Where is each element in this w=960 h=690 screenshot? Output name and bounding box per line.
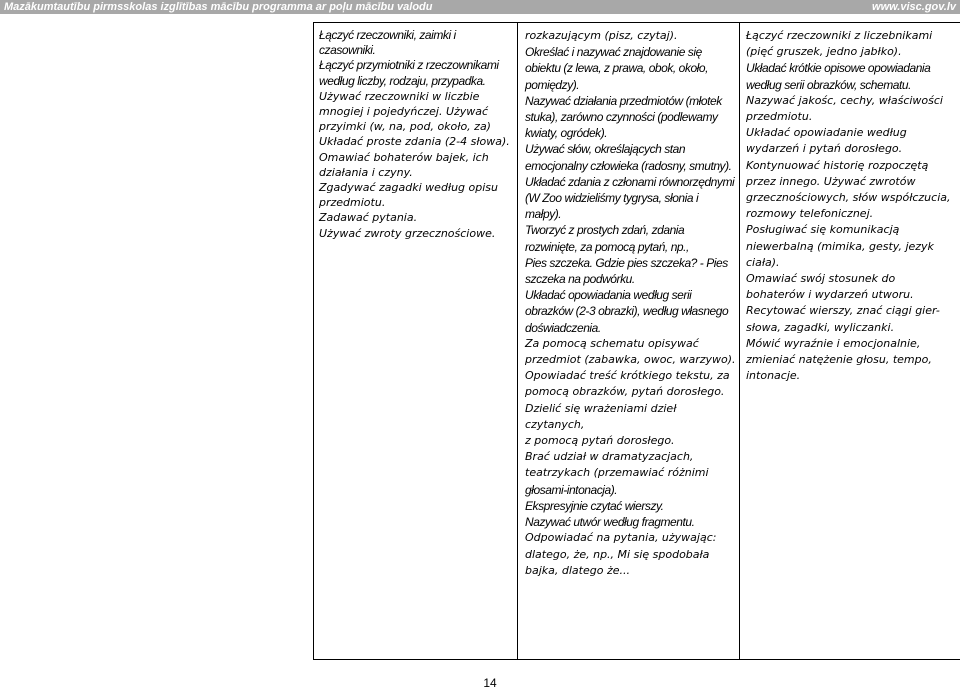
- text-line: Nazywać utwór według fragmentu.: [525, 515, 695, 530]
- text-line: rozwinięte, za pomocą pytań, np.,: [525, 239, 689, 254]
- text-line: Układać proste zdania (2-4 słowa).: [319, 135, 510, 149]
- text-line: Za pomocą schematu opisywać: [525, 336, 699, 350]
- text-line: Brać udział w dramatyzacjach,: [525, 450, 694, 464]
- text-line: przedmiotu.: [746, 110, 813, 124]
- text-line: Łączyć rzeczowniki z liczebnikami: [746, 29, 933, 42]
- text-line: rozmowy telefonicznej.: [746, 207, 874, 221]
- text-line: Zadawać pytania.: [319, 211, 418, 225]
- text-line: pomocą obrazków, pytań dorosłego.: [525, 385, 725, 399]
- page-number: 14: [483, 676, 497, 690]
- text-line: bohaterów i wydarzeń utworu.: [746, 288, 914, 302]
- text-line: emocjonalny człowieka (radosny, smutny).: [525, 158, 732, 173]
- text-line: Posługiwać się komunikacją: [746, 223, 900, 237]
- text-line: słowa, zagadki, wyliczanki.: [746, 320, 895, 334]
- text-line: Używać zwroty grzecznościowe.: [319, 226, 496, 240]
- header-title: Mazākumtautību pirmsskolas izglītības mācību programma ar poļu mācību valodu: [4, 1, 433, 13]
- text-line: według serii obrazków, schematu.: [746, 77, 912, 92]
- text-line: niewerbalną (mimika, gesty, jezyk: [746, 239, 934, 253]
- text-line: wydarzeń i pytań dorosłego.: [746, 142, 903, 156]
- table-left-border: [313, 22, 314, 660]
- text-line: głosami-intonacja).: [525, 482, 618, 497]
- text-line: Używać rzeczowniki w liczbie: [319, 89, 480, 103]
- text-line: działania i czyny.: [319, 165, 413, 179]
- text-line: Używać słów, określających stan: [525, 142, 686, 157]
- text-line: Opowiadać treść krótkiego tekstu, za: [525, 369, 730, 383]
- text-line: Ekspresyjnie czytać wierszy.: [525, 498, 664, 513]
- text-line: przedmiot (zabawka, owoc, warzywo).: [525, 353, 736, 367]
- text-line: grzecznościowych, słów współczucia,: [746, 191, 951, 205]
- text-line: zmieniać natężenie głosu, tempo,: [746, 353, 932, 367]
- text-line: Nazywać działania przedmiotów (młotek: [525, 93, 722, 108]
- text-line: Omawiać swój stosunek do: [746, 272, 896, 286]
- text-line: przyimki (w, na, pod, około, za): [319, 120, 491, 134]
- column-1: [319, 28, 511, 241]
- text-line: Dzielić się wrażeniami dzieł czytanych,: [525, 401, 677, 431]
- text-line: Układać krótkie opisowe opowiadania: [746, 61, 931, 76]
- column-divider-2: [739, 22, 740, 660]
- text-line: Nazywać jakośc, cechy, właściwości: [746, 93, 943, 107]
- text-line: przedmiotu.: [319, 196, 386, 210]
- text-line: Układać opowiadanie według: [746, 126, 907, 140]
- text-line: bajka, dlatego że...: [525, 563, 630, 577]
- text-line: (W Zoo widzieliśmy tygrysa, słonia i: [525, 191, 699, 206]
- header-url[interactable]: www.visc.gov.lv: [872, 1, 956, 13]
- text-line: Mówić wyraźnie i emocjonalnie,: [746, 336, 921, 350]
- text-line: dlatego, że, np., Mi się spodobała: [525, 547, 710, 561]
- text-line: Układać zdania z członami równorzędnymi: [525, 174, 735, 189]
- text-line: pomiędzy).: [525, 77, 580, 92]
- text-line: obiektu (z lewa, z prawa, obok, około,: [525, 61, 709, 76]
- text-line: Tworzyć z prostych zdań, zdania: [525, 223, 685, 238]
- column-3: [746, 28, 954, 384]
- text-line: szczeka na podwórku.: [525, 272, 635, 287]
- text-line: Kontynuować historię rozpoczętą: [746, 158, 929, 172]
- text-line: z pomocą pytań dorosłego.: [525, 434, 675, 448]
- text-line: intonacje.: [746, 369, 801, 383]
- text-line: kwiaty, ogródek).: [525, 126, 608, 141]
- text-line: (pięć gruszek, jedno jabłko).: [746, 45, 902, 59]
- table-bottom-border: [313, 659, 960, 660]
- text-line: Zgadywać zagadki według opisu: [319, 181, 499, 195]
- page-header: [0, 0, 960, 14]
- table-top-border: [313, 22, 960, 23]
- text-line: Recytować wierszy, znać ciągi gier-: [746, 304, 940, 318]
- text-line: stuka), zarówno czynności (podlewamy: [525, 110, 718, 125]
- text-line: teatrzykach (przemawiać różnimi: [525, 466, 709, 480]
- text-line: małpy).: [525, 207, 562, 222]
- text-line: ciała).: [746, 255, 780, 269]
- text-line: Określać i nazywać znajdowanie się: [525, 45, 702, 60]
- column-2: [525, 28, 737, 579]
- text-line: doświadczenia.: [525, 320, 601, 335]
- text-line: Układać opowiadania według serii: [525, 288, 692, 303]
- text-line: Odpowiadać na pytania, używając:: [525, 531, 717, 545]
- text-line: Pies szczeka. Gdzie pies szczeka? - Pies: [525, 255, 728, 270]
- text-line: przez innego. Używać zwrotów: [746, 174, 916, 188]
- text-line: mnogiej i pojedyńczej. Używać: [319, 105, 489, 119]
- text-line: Łączyć przymiotniki z rzeczownikami: [319, 58, 499, 73]
- text-line: rozkazującym (pisz, czytaj).: [525, 29, 678, 42]
- text-line: Łączyć rzeczowniki, zaimki i czasowniki.: [319, 28, 456, 58]
- text-line: Omawiać bohaterów bajek, ich: [319, 150, 489, 164]
- text-line: według liczby, rodzaju, przypadka.: [319, 73, 486, 88]
- text-line: obrazków (2-3 obrazki), według własnego: [525, 304, 729, 319]
- column-divider-1: [517, 22, 518, 660]
